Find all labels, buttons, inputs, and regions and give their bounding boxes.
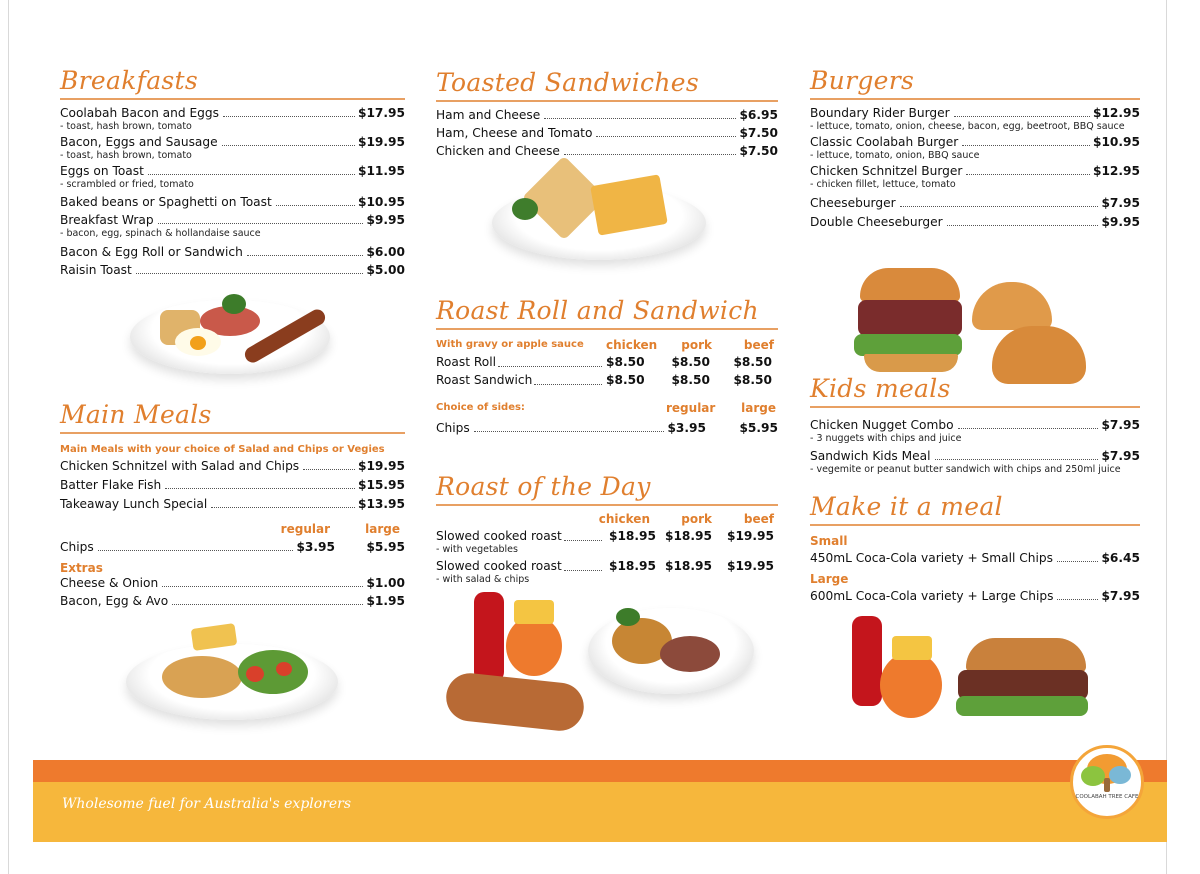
menu-item: Bacon & Egg Roll or Sandwich $6.00 [60, 245, 405, 259]
left-fold-line [8, 0, 9, 874]
menu-item: Raisin Toast $5.00 [60, 263, 405, 277]
breakfast-plate-image [130, 292, 335, 374]
large-label: Large [810, 572, 849, 586]
extras-label: Extras [60, 561, 103, 575]
section-title: Make it a meal [810, 492, 1140, 526]
section-title: Main Meals [60, 400, 405, 434]
item-description: - toast, hash brown, tomato [60, 121, 192, 132]
footer-band-yellow [33, 782, 1167, 842]
kids-meals-section [810, 374, 1140, 475]
menu-item: 450mL Coca-Cola variety + Small Chips $6.45 [810, 551, 1140, 565]
item-description: - scrambled or fried, tomato [60, 179, 194, 190]
menu-item: Chicken and Cheese $7.50 [436, 144, 778, 158]
sides-headers: Choice of sides: regular large [436, 401, 776, 415]
right-fold-line [1166, 0, 1167, 874]
menu-item: Cheese & Onion $1.00 [60, 576, 405, 590]
item-description: - lettuce, tomato, onion, BBQ sauce [810, 150, 980, 161]
menu-item: Ham and Cheese $6.95 [436, 108, 778, 122]
section-title: Toasted Sandwiches [436, 68, 778, 102]
small-label: Small [810, 534, 848, 548]
menu-item: Sandwich Kids Meal $7.95 [810, 449, 1140, 463]
menu-item: Chicken Nugget Combo $7.95 [810, 418, 1140, 432]
roast-roll-section [436, 296, 778, 436]
menu-item: 600mL Coca-Cola variety + Large Chips $7.95 [810, 589, 1140, 603]
menu-item: Classic Coolabah Burger $10.95 [810, 135, 1140, 149]
menu-item: Baked beans or Spaghetti on Toast $10.95 [60, 195, 405, 209]
meal-deal-image [852, 614, 1092, 784]
menu-item: Slowed cooked roast $18.95 $18.95 $19.95 [436, 559, 774, 573]
item-description: - toast, hash brown, tomato [60, 150, 192, 161]
menu-item: Bacon, Eggs and Sausage $19.95 [60, 135, 405, 149]
section-title: Roast of the Day [436, 472, 778, 506]
menu-item: Takeaway Lunch Special $13.95 [60, 497, 405, 511]
make-it-a-meal-section [810, 492, 1140, 604]
menu-item: Roast Roll $8.50 $8.50 $8.50 [436, 355, 772, 369]
menu-item: Cheeseburger $7.95 [810, 196, 1140, 210]
menu-item: Bacon, Egg & Avo $1.95 [60, 594, 405, 608]
main-meals-section [60, 400, 405, 609]
menu-item: Roast Sandwich $8.50 $8.50 $8.50 [436, 373, 772, 387]
size-headers: regular large [280, 522, 400, 536]
item-description: - vegemite or peanut butter sandwich with chips and 250ml juice [810, 464, 1121, 475]
menu-item: Coolabah Bacon and Eggs $17.95 [60, 106, 405, 120]
menu-item: Boundary Rider Burger $12.95 [810, 106, 1140, 120]
burgers-section [810, 66, 1140, 230]
menu-item: Chips $3.95 $5.95 [60, 540, 405, 554]
menu-item: Batter Flake Fish $15.95 [60, 478, 405, 492]
menu-item: Ham, Cheese and Tomato $7.50 [436, 126, 778, 140]
section-note: Main Meals with your choice of Salad and Chips or Vegies [60, 444, 385, 455]
item-description: - chicken fillet, lettuce, tomato [810, 179, 956, 190]
section-title: Kids meals [810, 374, 1140, 408]
item-description: - lettuce, tomato, onion, cheese, bacon, egg, beetroot, BBQ sauce [810, 121, 1125, 132]
price-headers: With gravy or apple sauce chicken pork beef [436, 338, 774, 352]
item-description: - 3 nuggets with chips and juice [810, 433, 962, 444]
logo-text: COOLABAH TREE CAFE [1075, 794, 1139, 800]
coolabah-logo [1070, 745, 1144, 819]
breakfasts-section [60, 66, 405, 278]
menu-item: Double Cheeseburger $9.95 [810, 215, 1140, 229]
burgers-image [850, 264, 1090, 390]
roast-meal-image [440, 588, 776, 756]
footer-tagline: Wholesome fuel for Australia's explorers [62, 796, 352, 812]
menu-item: Chicken Schnitzel Burger $12.95 [810, 164, 1140, 178]
footer-band-orange [33, 760, 1167, 782]
menu-item: Chicken Schnitzel with Salad and Chips $19.95 [60, 459, 405, 473]
section-title: Burgers [810, 66, 1140, 100]
item-description: - with vegetables [436, 544, 518, 555]
toasted-sandwiches-section [436, 68, 778, 159]
section-title: Breakfasts [60, 66, 405, 100]
menu-item: Breakfast Wrap $9.95 [60, 213, 405, 227]
section-title: Roast Roll and Sandwich [436, 296, 778, 330]
price-headers: chicken pork beef [598, 512, 774, 526]
toasted-sandwich-image [492, 168, 708, 260]
roast-of-the-day-section [436, 472, 778, 585]
schnitzel-plate-image [126, 620, 340, 720]
menu-item: Eggs on Toast $11.95 [60, 164, 405, 178]
item-description: - with salad & chips [436, 574, 530, 585]
menu-item: Chips $3.95 $5.95 [436, 421, 778, 435]
item-description: - bacon, egg, spinach & hollandaise sauce [60, 228, 261, 239]
menu-item: Slowed cooked roast $18.95 $18.95 $19.95 [436, 529, 774, 543]
